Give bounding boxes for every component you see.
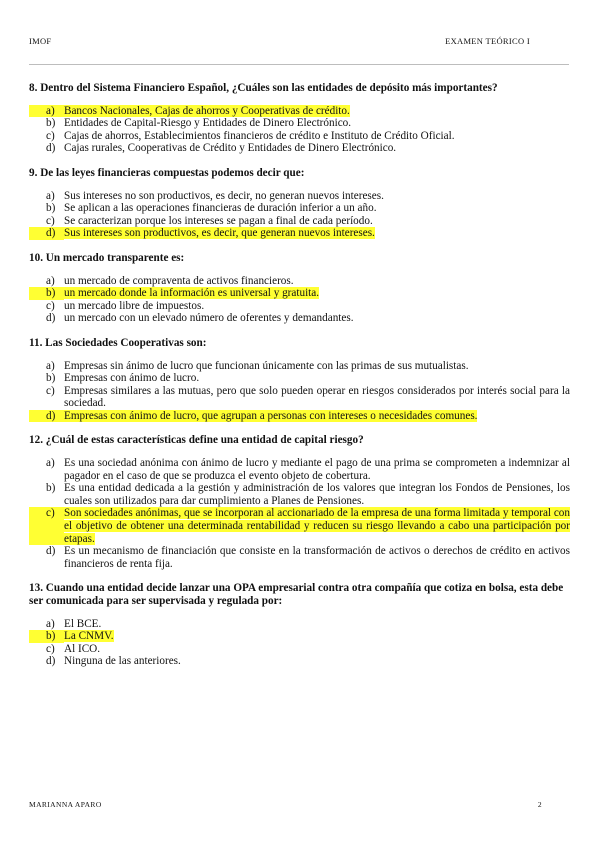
question-13 <box>29 582 570 668</box>
option-letter: b) <box>46 482 56 495</box>
answer-text: un mercado de compraventa de activos financieros. <box>64 274 294 287</box>
option-letter: c) <box>46 384 55 397</box>
answer-text: un mercado con un elevado número de oferentes y demandantes. <box>64 312 354 325</box>
option-letter: c) <box>46 214 55 227</box>
answer-text: Cajas de ahorros, Establecimientos financieros de crédito e Instituto de Crédito Oficial. <box>64 129 455 142</box>
answer-options <box>29 105 570 155</box>
option-text <box>64 105 570 118</box>
answer-text: Empresas similares a las mutuas, pero que solo pueden operar en riesgos considerados por interés social para la sociedad. <box>64 384 570 410</box>
option-letter: d) <box>46 312 56 325</box>
answer-text: Cajas rurales, Cooperativas de Crédito y Entidades de Dinero Electrónico. <box>64 142 397 155</box>
option-text <box>64 507 570 545</box>
answer-text: Al ICO. <box>64 642 101 655</box>
answer-text: Se caracterizan porque los intereses se pagan a final de cada período. <box>64 214 373 227</box>
option-letter: d) <box>46 655 56 668</box>
answer-option <box>29 215 570 228</box>
answer-text: El BCE. <box>64 617 102 630</box>
question-title: 13. Cuando una entidad decide lanzar una OPA empresarial contra otra compañía que cotiza en bolsa, esta debe ser comunicada para ser supervisada y regulada por: <box>29 582 564 607</box>
option-letter: b) <box>46 372 56 385</box>
option-text <box>64 312 570 325</box>
footer-page-number: 2 <box>537 800 542 809</box>
option-letter: a) <box>46 359 55 372</box>
answer-text: Sus intereses no son productivos, es decir, no generan nuevos intereses. <box>64 189 384 202</box>
option-letter: a) <box>46 457 55 470</box>
question-title: 8. Dentro del Sistema Financiero Español, ¿Cuáles son las entidades de depósito más importantes? <box>29 82 498 94</box>
highlighted-answer: Sus intereses son productivos, es decir, que generan nuevos intereses. <box>64 227 375 240</box>
option-letter: d) <box>46 545 56 558</box>
answer-text: Es una sociedad anónima con ánimo de lucro y mediante el pago de una prima se comprometen a indemnizar al pagador en el caso de que se produzca el evento objeto de cobertura. <box>64 457 570 482</box>
option-letter: d) <box>29 227 64 240</box>
answer-option <box>29 385 570 410</box>
option-letter: c) <box>46 642 55 655</box>
answer-options <box>29 190 570 240</box>
option-letter: a) <box>46 274 55 287</box>
answer-option <box>29 275 570 288</box>
option-text <box>64 618 570 631</box>
answer-option <box>29 300 570 313</box>
option-text <box>64 482 570 507</box>
answer-option <box>29 117 570 130</box>
option-letter: b) <box>29 287 64 300</box>
answer-option <box>29 372 570 385</box>
answer-text: Se aplican a las operaciones financieras de duración inferior a un año. <box>64 202 377 215</box>
option-letter: c) <box>46 299 55 312</box>
answer-option <box>29 360 570 373</box>
header-course: IMOF <box>29 36 52 46</box>
question-9 <box>29 167 570 240</box>
question-title: 10. Un mercado transparente es: <box>29 251 185 264</box>
option-letter: d) <box>46 142 56 155</box>
answer-option <box>29 507 570 545</box>
option-text <box>64 275 570 288</box>
option-text <box>64 215 570 228</box>
option-text <box>64 643 570 656</box>
option-text <box>64 457 570 482</box>
answer-options <box>29 360 570 423</box>
answer-option <box>29 105 570 118</box>
option-text <box>64 227 570 240</box>
answer-option <box>29 312 570 325</box>
option-text <box>64 190 570 203</box>
highlighted-answer: Bancos Nacionales, Cajas de ahorros y Cooperativas de crédito. <box>64 104 350 117</box>
highlighted-answer: La CNMV. <box>64 630 114 643</box>
question-11 <box>29 337 570 423</box>
answer-text: Empresas con ánimo de lucro. <box>64 372 200 385</box>
answer-option <box>29 227 570 240</box>
highlighted-answer: Empresas con ánimo de lucro, que agrupan a personas con intereses o necesidades comunes. <box>64 409 478 422</box>
option-text <box>64 287 570 300</box>
question-12 <box>29 434 570 570</box>
answer-option <box>29 643 570 656</box>
option-letter: b) <box>46 202 56 215</box>
answer-options <box>29 618 570 668</box>
option-letter: d) <box>29 410 64 423</box>
answer-text: Es una entidad dedicada a la gestión y administración de los valores que integran los Fondos de Pensiones, los cuales son utilizados para dar cumplimiento a Planes de Pensiones. <box>64 482 570 507</box>
option-letter: b) <box>46 117 56 130</box>
answer-text: Entidades de Capital-Riesgo y Entidades de Dinero Electrónico. <box>64 117 352 130</box>
question-8 <box>29 82 570 155</box>
option-text <box>64 300 570 313</box>
option-text <box>64 202 570 215</box>
footer-author: MARIANNA APARO <box>29 800 102 809</box>
answer-option <box>29 202 570 215</box>
answer-option <box>29 618 570 631</box>
answer-option <box>29 287 570 300</box>
option-letter: a) <box>29 105 64 118</box>
option-text <box>64 655 570 668</box>
page-header <box>29 36 530 46</box>
answer-option <box>29 130 570 143</box>
question-list <box>29 82 570 680</box>
answer-text: Es un mecanismo de financiación que consiste en la transformación de activos o derechos de crédito en activos financieros de renta fija. <box>64 545 570 570</box>
option-text <box>64 410 570 423</box>
answer-option <box>29 482 570 507</box>
highlighted-answer: un mercado donde la información es universal y gratuita. <box>64 287 320 300</box>
answer-option <box>29 410 570 423</box>
question-title: 9. De las leyes financieras compuestas podemos decir que: <box>29 166 305 179</box>
option-text <box>64 630 570 643</box>
option-text <box>64 372 570 385</box>
question-10 <box>29 252 570 325</box>
answer-option <box>29 457 570 482</box>
highlighted-answer: Son sociedades anónimas, que se incorporan al accionariado de la empresa de una forma limitada y temporal con el objetivo de obtener una determinada rentabilidad y reducen su riesgo llevando a cabo una participación por etapas. <box>64 507 570 545</box>
answer-option <box>29 630 570 643</box>
header-exam-title: EXAMEN TEÓRICO I <box>445 36 530 46</box>
question-title: 11. Las Sociedades Cooperativas son: <box>29 336 207 349</box>
answer-option <box>29 142 570 155</box>
option-letter: b) <box>29 630 64 643</box>
option-text <box>64 385 570 410</box>
answer-option <box>29 190 570 203</box>
answer-option <box>29 655 570 668</box>
option-text <box>64 360 570 373</box>
answer-options <box>29 275 570 325</box>
answer-text: Empresas sin ánimo de lucro que funcionan únicamente con las primas de sus mutualistas. <box>64 359 469 372</box>
option-text <box>64 130 570 143</box>
option-letter: c) <box>29 507 64 545</box>
header-rule <box>29 64 569 65</box>
option-letter: a) <box>46 617 55 630</box>
option-text <box>64 117 570 130</box>
page-footer <box>29 800 542 809</box>
question-title: 12. ¿Cuál de estas características define una entidad de capital riesgo? <box>29 434 364 447</box>
option-letter: c) <box>46 129 55 142</box>
answer-text: Ninguna de las anteriores. <box>64 655 181 668</box>
option-text <box>64 545 570 570</box>
option-letter: a) <box>46 189 55 202</box>
answer-options <box>29 457 570 570</box>
option-text <box>64 142 570 155</box>
answer-option <box>29 545 570 570</box>
answer-text: un mercado libre de impuestos. <box>64 299 205 312</box>
